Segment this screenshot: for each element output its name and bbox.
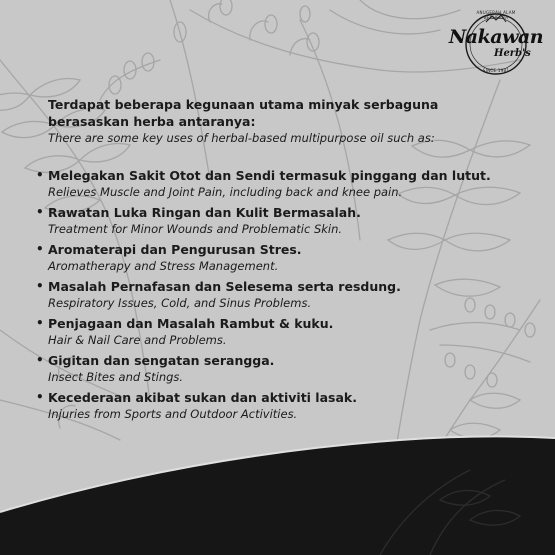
intro-english: There are some key uses of herbal-based multipurpose oil such as: <box>48 131 435 145</box>
use-malay: • Penjagaan dan Masalah Rambut & kuku. <box>48 316 334 331</box>
logo-brand-name: Nakawan <box>448 26 544 48</box>
intro-malay: Terdapat beberapa kegunaan utama minyak serbaguna berasaskan herba antaranya: <box>48 97 439 129</box>
list-item <box>48 278 518 312</box>
content-block <box>48 96 518 426</box>
use-malay: • Kecederaan akibat sukan dan aktiviti lasak. <box>48 390 357 405</box>
brand-logo <box>446 10 546 80</box>
dark-wave-band <box>0 436 555 555</box>
use-english: Treatment for Minor Wounds and Problematic Skin. <box>48 222 343 236</box>
use-english: Insect Bites and Stings. <box>48 370 184 384</box>
use-malay: • Rawatan Luka Ringan dan Kulit Bermasalah. <box>48 205 361 220</box>
use-english: Respiratory Issues, Cold, and Sinus Problems. <box>48 296 312 310</box>
list-item <box>48 389 518 423</box>
list-item <box>48 167 518 201</box>
use-english: Relieves Muscle and Joint Pain, including back and knee pain. <box>48 185 403 199</box>
use-english: Aromatherapy and Stress Management. <box>48 259 279 273</box>
uses-list <box>48 167 518 423</box>
logo-brand-sub: Herb's <box>494 48 531 59</box>
use-malay: • Masalah Pernafasan dan Selesema serta resdung. <box>48 279 401 294</box>
use-english: Injuries from Sports and Outdoor Activities. <box>48 407 298 421</box>
list-item <box>48 204 518 238</box>
use-malay: • Aromaterapi dan Pengurusan Stres. <box>48 242 302 257</box>
list-item <box>48 241 518 275</box>
use-malay: • Gigitan dan sengatan serangga. <box>48 353 275 368</box>
use-english: Hair & Nail Care and Problems. <box>48 333 227 347</box>
logo-tagline: ANUGERAH ALAM BERHERBA <box>476 10 516 20</box>
logo-since: SINCE 1981 <box>482 68 510 73</box>
list-item <box>48 315 518 349</box>
list-item <box>48 352 518 386</box>
use-malay: • Melegakan Sakit Otot dan Sendi termasuk pinggang dan lutut. <box>48 168 491 183</box>
